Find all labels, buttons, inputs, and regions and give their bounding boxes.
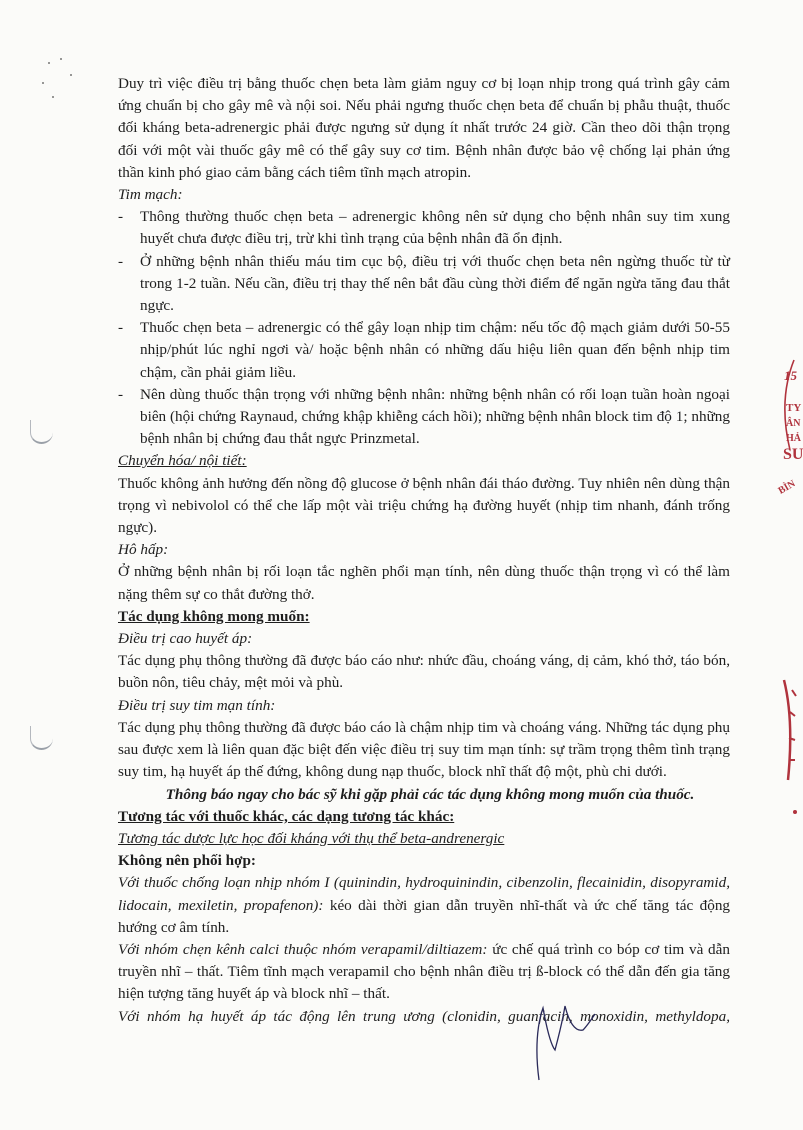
document-page — [118, 73, 730, 1028]
paragraph-suy-tim: Tác dụng phụ thông thường đã được báo cáo là chậm nhịp tim và choáng váng. Những tác dụng phụ sau được xem là liên quan đặc biệt đến việc điều trị suy tim mạn tính: sự trầm trọng thêm tình trạng suy tim, hạ huyết áp thế đứng, không dung nạp thuốc, block nhĩ thất độ một, phù chi dưới. — [118, 718, 730, 781]
subheading-tuong-tac-duoc-luc: Tương tác dược lực học đối kháng với thụ thể beta-andrenergic — [118, 829, 505, 847]
paragraph-chuyen-hoa: Thuốc không ảnh hưởng đến nồng độ glucose ở bệnh nhân đái tháo đường. Tuy nhiên nên dùng thận trọng vì nebivolol có thể che lấp một vài triệu chứng hạ đường huyết (nhịp tim nhanh, đánh trống ngực). — [118, 474, 730, 537]
signature-mark — [525, 990, 600, 1090]
stamp-arc — [770, 340, 802, 840]
stamp-fragment: SU — [783, 446, 803, 463]
stamp-fragment: ÂN — [786, 418, 801, 429]
subheading-suy-tim: Điều trị suy tim mạn tính: — [118, 696, 276, 714]
paragraph-nhom-1 — [118, 872, 730, 939]
scan-speck — [42, 82, 44, 84]
heading-khong-phoi-hop: Không nên phối hợp: — [118, 852, 256, 870]
paragraph-cao-huyet-ap: Tác dụng phụ thông thường đã được báo cáo như: nhức đầu, choáng váng, dị cảm, khó thở, táo bón, buồn nôn, tiêu chảy, mệt mỏi và phù. — [118, 652, 730, 692]
stamp-fragment: TY — [786, 402, 802, 414]
drug-group-nhom-1: Với thuốc chống loạn nhịp nhóm I (quinindin, hydroquinindin, cibenzolin, flecainidin, disopyramid, lidocain, mexiletin, propafenon): — [118, 874, 730, 914]
scan-speck — [70, 74, 72, 76]
paragraph-perioperative: Duy trì việc điều trị bằng thuốc chẹn beta làm giảm nguy cơ bị loạn nhịp trong quá trình gây cảm ứng chuẩn bị cho gây mê và nội soi. Nếu phải ngưng thuốc chẹn beta để chuẩn bị phẫu thuật, thuốc đối kháng beta-adrenergic phải được ngưng sử dụng ít nhất trước 24 giờ. Cần theo dõi thận trọng đối với một vài thuốc gây mê có thể gây suy cơ tim. Bệnh nhân được bảo vệ chống lại phản ứng thần kinh phó giao cảm bằng cách tiêm tĩnh mạch atropin. — [118, 75, 730, 181]
effect-calci: ức chế quá trình co bóp cơ tim và dẫn truyền nhĩ – thất. Tiêm tĩnh mạch verapamil cho bệnh nhân điều trị ß-block có thể dẫn đến gia tăng hiện tượng tăng huyết áp và block nhĩ – thất. — [118, 940, 730, 1003]
stamp-fragment: BÌN — [776, 478, 798, 497]
punch-hole-mark — [30, 420, 53, 444]
punch-hole-mark — [30, 726, 53, 750]
paragraph-calci — [118, 939, 730, 1006]
list-item: - Thông thường thuốc chẹn beta – adrenergic không nên sử dụng cho bệnh nhân suy tim xung huyết chưa được điều trị, trừ khi tình trạng của bệnh nhân đã ổn định. — [118, 206, 730, 250]
list-item: - Thuốc chẹn beta – adrenergic có thể gây loạn nhịp tim chậm: nếu tốc độ mạch giảm dưới 50-55 nhịp/phút lúc nghỉ ngơi và/ hoặc bệnh nhân có những dấu hiệu liên quan đến bệnh nhịp tim chậm, cần phải giảm liều. — [118, 317, 730, 384]
scan-speck — [52, 96, 54, 98]
scan-speck — [60, 58, 62, 60]
stamp-fragment: 15 — [784, 368, 797, 383]
bullet-list-cardiovascular — [118, 206, 730, 450]
effect-nhom-1: kéo dài thời gian dẫn truyền nhĩ-thất và ức chế tăng tác động hướng cơ âm tính. — [118, 896, 731, 936]
heading-chuyen-hoa: Chuyển hóa/ nội tiết: — [118, 452, 247, 470]
warning-notice: Thông báo ngay cho bác sỹ khi gặp phải các tác dụng không mong muốn của thuốc. — [165, 785, 695, 803]
heading-ho-hap: Hô hấp: — [118, 541, 169, 559]
drug-group-calci: Với nhóm chẹn kênh calci thuộc nhóm verapamil/diltiazem: — [118, 940, 488, 958]
paragraph-trung-uong: Với nhóm hạ huyết áp tác động lên trung ương (clonidin, guanfacin, monoxidin, methyldopa, — [118, 1007, 730, 1025]
heading-tim-mach: Tim mạch: — [118, 186, 183, 204]
subheading-cao-huyet-ap: Điều trị cao huyết áp: — [118, 630, 253, 648]
paragraph-ho-hap: Ở những bệnh nhân bị rối loạn tắc nghẽn phổi mạn tính, nên dùng thuốc thận trọng vì có thể làm nặng thêm sự co thắt đường thở. — [118, 563, 730, 603]
scan-speck — [48, 62, 50, 64]
stamp-fragment: HẢ — [786, 433, 801, 444]
list-item: - Ở những bệnh nhân thiếu máu tim cục bộ, điều trị với thuốc chẹn beta nên ngừng thuốc từ từ trong 1-2 tuần. Nếu cần, điều trị thay thế nên bắt đầu cùng thời điểm để ngăn ngừa tăng đau thắt ngực. — [118, 251, 730, 318]
heading-tuong-tac: Tương tác với thuốc khác, các dạng tương tác khác: — [118, 807, 455, 825]
list-item: - Nên dùng thuốc thận trọng với những bệnh nhân: những bệnh nhân có rối loạn tuần hoàn ngoại biên (hội chứng Raynaud, chứng khập khiễng cách hồi); những bệnh nhân block tim độ 1; những bệnh nhân bị chứng đau thắt ngực Prinzmetal. — [118, 384, 730, 451]
heading-tac-dung: Tác dụng không mong muốn: — [118, 607, 310, 625]
